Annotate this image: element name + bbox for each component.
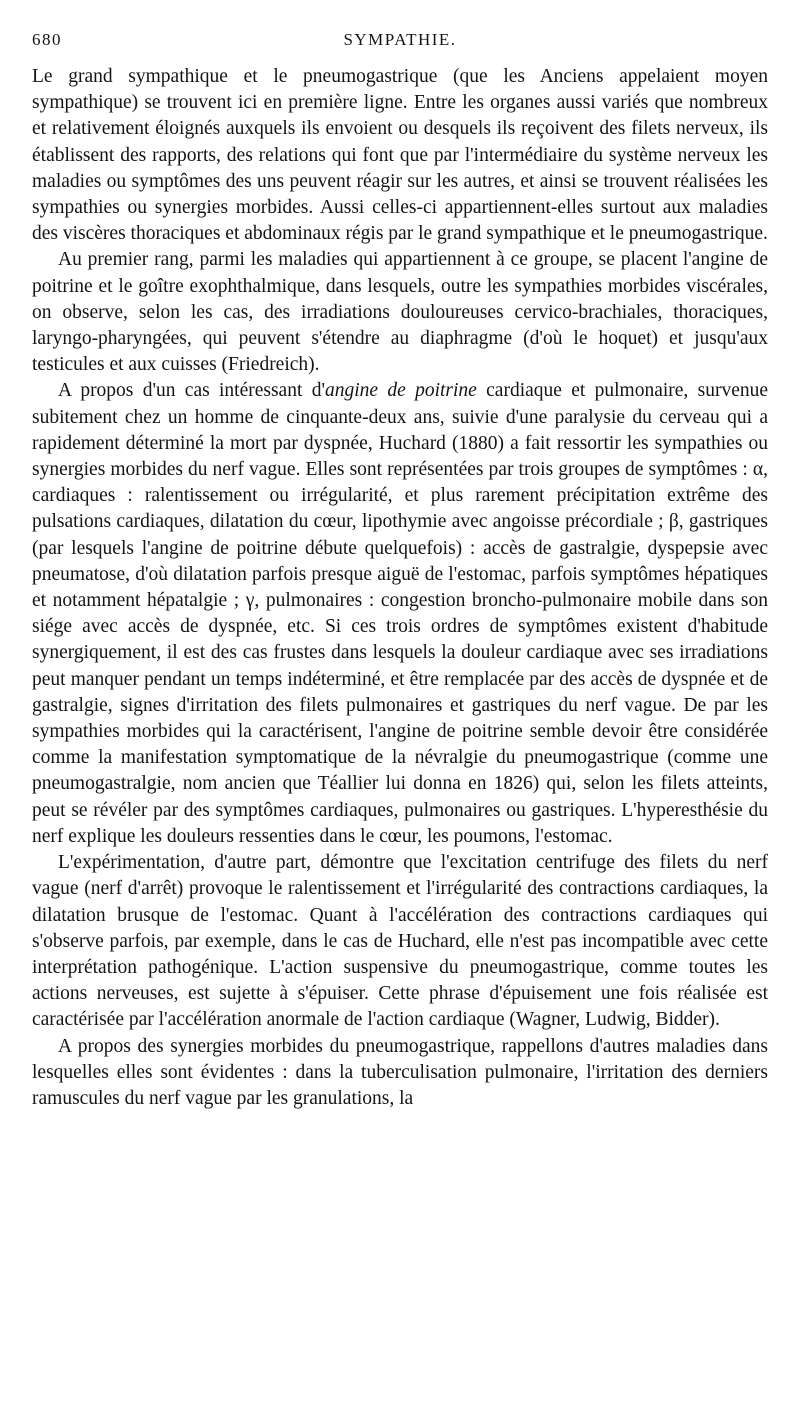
paragraph-synergies: A propos des synergies morbides du pneumogastrique, rappellons d'autres maladies dans lesquelles elles sont évidentes : dans la tuberculisation pulmonaire, l'irritation des derniers ramuscules du nerf vague par les granulations, la (32, 1035, 768, 1109)
paragraph-huchard-lead: A propos d'un cas intéressant d' (58, 380, 325, 402)
page-number: 680 (32, 30, 62, 49)
body-text (32, 64, 768, 1112)
paragraph-sympathique-pneumogastrique: Le grand sympathique et le pneumogastrique (que les Anciens appelaient moyen sympathique) se trouvent ici en première ligne. Entre les organes aussi variés que nombreux et relativement éloignés auxquels ils envoient ou desquels ils reçoivent des filets nerveux, ils établissent des rapports, des relations qui font que par l'intermédiaire du système nerveux les maladies ou symptômes des uns peuvent réagir sur les autres, et ainsi se trouvent réalisées les sympathies ou synergies morbides. Aussi celles-ci appartiennent-elles surtout aux maladies des viscères thoraciques et abdominaux régis par le grand sympathique et le pneumogastrique. (32, 66, 768, 245)
paragraph-huchard-rest: cardiaque et pulmonaire, survenue subitement chez un homme de cinquante-deux ans, suivie d'une paralysie du cerveau qui a rapidement déterminé la mort par dyspnée, Huchard (1880) a fait ressortir les sympathies ou synergies morbides du nerf vague. Elles sont représentées par trois groupes de symptômes : α, cardiaques : ralentissement ou irrégularité, et plus rarement précipitation extrême des pulsations cardiaques, dilatation du cœur, lipothymie avec angoisse précordiale ; β, gastriques (par lesquels l'angine de poitrine débute quelquefois) : accès de gastralgie, dyspepsie avec pneumatose, d'où dilatation parfois presque aiguë de l'estomac, parfois symptômes hépatiques et notamment hépatalgie ; γ, pulmonaires : congestion broncho-pulmonaire mobile dans son siége avec accès de dyspnée, etc. Si ces trois ordres de symptômes existent d'habitude synergiquement, il est des cas frustes dans lesquels la douleur cardiaque avec ses irradiations peut manquer pendant un temps indéterminé, et être remplacée par des accès de dyspnée et de gastralgie, signes d'irritation des filets pulmonaires et gastriques du nerf vague. De par les sympathies morbides qui la caractérisent, l'angine de poitrine semble devoir être considérée comme la manifestation symptomatique de la névralgie du pneumogastrique (comme une pneumogastralgie, nom ancien que Téallier lui donna en 1826) qui, selon les filets atteints, peut se révéler par des symptômes cardiaques, pulmonaires ou gastriques. L'hyperesthésie du nerf explique les douleurs ressenties dans le cœur, les poumons, l'estomac. (32, 380, 769, 847)
paragraph-huchard-case (32, 378, 768, 850)
paragraph-experimentation: L'expérimentation, d'autre part, démontre que l'excitation centrifuge des filets du nerf vague (nerf d'arrêt) provoque le ralentissement et l'irrégularité des contractions cardiaques, la dilatation brusque de l'estomac. Quant à l'accélération des contractions cardiaques qui s'observe parfois, par exemple, dans le cas de Huchard, elle n'est pas incompatible avec cette interprétation pathogénique. L'action suspensive du pneumogastrique, comme toutes les actions nerveuses, est sujette à s'épuiser. Cette phrase d'épuisement une fois réalisée est caractérisée par l'accélération anormale de l'action cardiaque (Wagner, Ludwig, Bidder). (32, 852, 768, 1031)
italic-term-angine: angine de poitrine (324, 380, 477, 402)
paragraph-angine-goitre: Au premier rang, parmi les maladies qui appartiennent à ce groupe, se placent l'angine de poitrine et le goître exophthalmique, dans lesquels, outre les sympathies morbides viscérales, on observe, selon les cas, des irradiations douloureuses cervico-brachiales, thoraciques, laryngo-pharyngées, qui peuvent s'étendre au diaphragme (d'où le hoquet) et jusqu'aux testicules et aux cuisses (Friedreich). (32, 249, 768, 376)
section-title: SYMPATHIE. (343, 30, 457, 49)
running-head (32, 30, 768, 60)
